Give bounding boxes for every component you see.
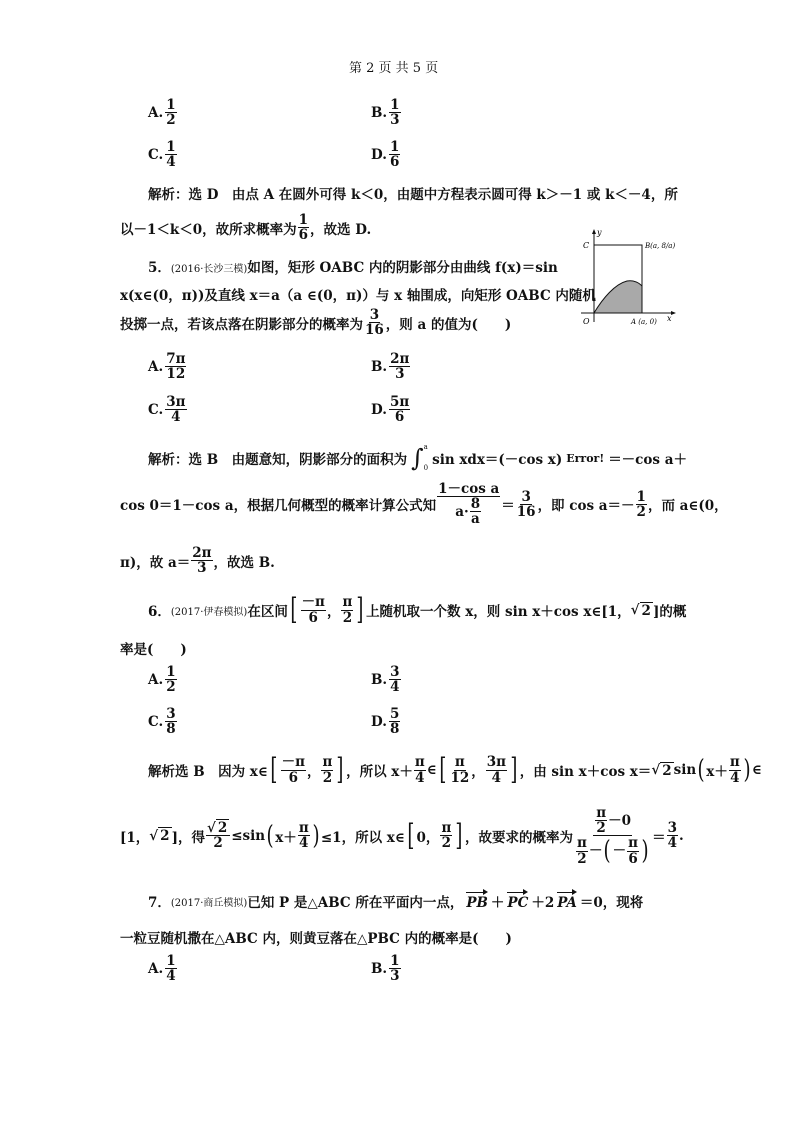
vector-pa: PA — [557, 891, 577, 911]
q7-line1: 7． (2017·商丘模拟) 已知 P 是△ABC 所在平面内一点， PB ＋ PC ＋2 PA ＝0，现将 — [148, 891, 643, 911]
q7-option-a: A. 1 4 — [148, 953, 176, 985]
q6-line1: 6． (2017·伊春模拟) 在区间 [ －π 6 ， π 2 ] 上随机取一个数 x，则 sin x＋cos x∈[1， √ 2 ]的概 — [148, 592, 687, 627]
q4-option-d: D. 1 6 — [371, 139, 400, 171]
q4-solution-line2: 以－1＜k＜0，故所求概率为 1 6 ，故选 D. — [120, 212, 372, 244]
q5-figure — [575, 226, 690, 334]
q5-option-c: C. 3π 4 — [148, 394, 186, 426]
vector-pb: PB — [466, 891, 488, 911]
q6-option-a: A. 1 2 — [148, 664, 176, 696]
q5-line1: 5．(2016·长沙三模)如图，矩形 OABC 内的阴影部分由曲线 f(x)＝sin — [148, 260, 558, 276]
q6-line2: 率是( ) — [120, 642, 187, 658]
q6-option-c: C. 3 8 — [148, 706, 176, 738]
q6-option-b: B. 3 4 — [371, 664, 400, 696]
q5-option-a: A. 7π 12 — [148, 351, 186, 383]
q7-line2: 一粒豆随机撒在△ABC 内，则黄豆落在△PBC 内的概率是( ) — [120, 931, 512, 947]
label-o: O — [583, 317, 590, 326]
q4-option-b: B. 1 3 — [371, 97, 400, 129]
q5-solution-line1: 解析：选 B 由题意知，阴影部分的面积为 ∫ a 0 sin xdx＝(－cos x) Error! ＝－cos a＋ — [148, 443, 687, 472]
q6-solution-line1: 解析选 B 因为 x∈ [ －π 6 ， π 2 ] ，所以 x＋ π 4 ∈ [ π 12 ， 3π 4 ] ，由 sin x＋cos x＝ √ 2 sin ( x＋ π 4 ) ∈ — [148, 752, 762, 787]
label-a: A (a, 0) — [631, 318, 657, 326]
shaded-region — [594, 281, 642, 313]
q4-option-c: C. 1 4 — [148, 139, 176, 171]
integral-sign: ∫ a 0 — [411, 443, 429, 472]
q5-solution-line2: cos 0＝1－cos a，根据几何概型的概率计算公式知 1－cos a a· 8 a ＝ 3 16 ，即 cos a＝－ 1 2 ，而 a∈(0， — [120, 481, 728, 528]
q5-option-b: B. 2π 3 — [371, 351, 410, 383]
q5-option-d: D. 5π 6 — [371, 394, 410, 426]
q4-solution-line1: 解析：选 D 由点 A 在圆外可得 k＜0，由题中方程表示圆可得 k＞－1 或 k＜－4，所 — [148, 187, 678, 203]
q5-line3: 投掷一点，若该点落在阴影部分的概率为 3 16 ，则 a 的值为( ) — [120, 307, 512, 339]
q4-option-a: A. 1 2 — [148, 97, 176, 129]
label-x: x — [667, 314, 672, 323]
label-b: B(a, 8/a) — [645, 242, 676, 250]
q6-option-d: D. 5 8 — [371, 706, 400, 738]
q5-solution-line3: π)，故 a＝ 2π 3 ，故选 B. — [120, 545, 275, 577]
q6-solution-line2: [1， √ 2 ]，得 $\frac{√ 2}{2}$ ≤sin ( x＋ π 4 ) ≤1，所以 x∈ [ 0， π 2 ] ，故要求的概率为 π 2 －0 π 2 － ( － π 6 ) ＝ 3 4 . — [120, 805, 684, 867]
label-c: C — [583, 241, 590, 250]
q7-option-b: B. 1 3 — [371, 953, 400, 985]
vector-pc: PC — [507, 891, 528, 911]
page-number-header: 第 2 页 共 5 页 — [349, 61, 439, 76]
label-y: y — [597, 228, 602, 237]
q5-line2: x(x∈(0，π))及直线 x＝a（a ∈(0，π)）与 x 轴围成，向矩形 OABC 内随机 — [120, 288, 596, 304]
